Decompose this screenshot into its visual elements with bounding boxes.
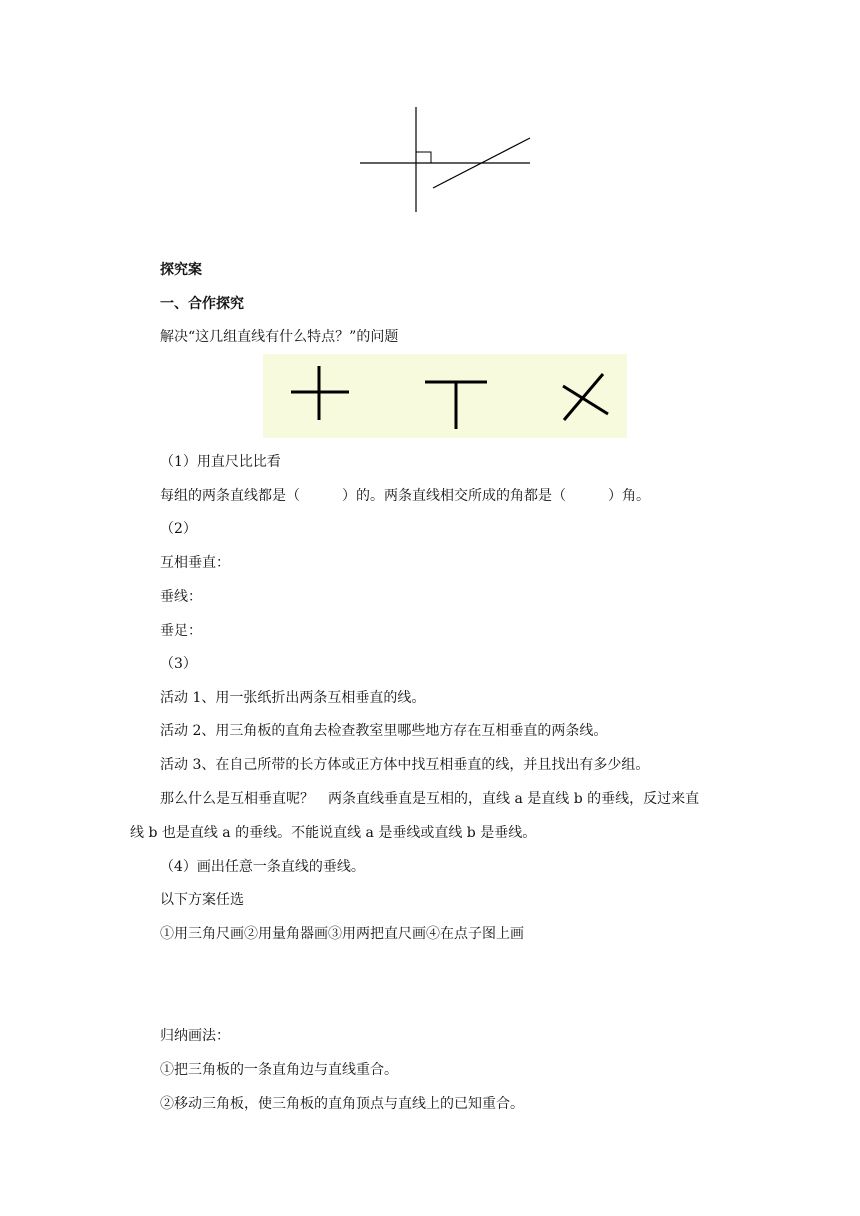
options-list: ①用三角尺画②用量角器画③用两把直尺画④在点子图上画 <box>160 926 524 942</box>
activity-3: 活动 3、在自己所带的长方体或正方体中找互相垂直的线，并且找出有多少组。 <box>160 757 650 773</box>
step-2: ②移动三角板，使三角板的直角顶点与直线上的已知重合。 <box>160 1096 524 1112</box>
activity-1: 活动 1、用一张纸折出两条互相垂直的线。 <box>160 690 426 706</box>
term-foot: 垂足： <box>160 623 202 639</box>
item1-text: 每组的两条直线都是（ ）的。两条直线相交所成的角都是（ ）角。 <box>160 488 650 504</box>
perpendicular-lines-diagram <box>355 105 535 215</box>
term-perpendicular: 互相垂直： <box>160 555 230 571</box>
step-1: ①把三角板的一条直角边与直线重合。 <box>160 1062 398 1078</box>
question-intro: 解决“这几组直线有什么特点？”的问题 <box>160 329 399 345</box>
subsection-title: 一、合作探究 <box>160 296 244 312</box>
summary-title: 归纳画法： <box>160 1028 230 1044</box>
item3-label: （3） <box>160 656 197 672</box>
explanation-line-2: 线 b 也是直线 a 的垂线。不能说直线 a 是垂线或直线 b 是垂线。 <box>130 825 537 841</box>
item1-label: （1）用直尺比比看 <box>160 454 281 470</box>
item2-label: （2） <box>160 521 197 537</box>
term-perpendicular-line: 垂线： <box>160 589 202 605</box>
explanation-line-1: 那么什么是互相垂直呢？ 两条直线垂直是互相的，直线 a 是直线 b 的垂线，反过来直 <box>160 791 700 807</box>
options-intro: 以下方案任选 <box>160 892 244 908</box>
section-title: 探究案 <box>160 262 202 278</box>
line-pairs-figure <box>263 354 627 438</box>
right-angle-mark <box>416 152 431 163</box>
activity-2: 活动 2、用三角板的直角去检查教室里哪些地方存在互相垂直的两条线。 <box>160 723 608 739</box>
item4-label: （4）画出任意一条直线的垂线。 <box>160 859 365 875</box>
